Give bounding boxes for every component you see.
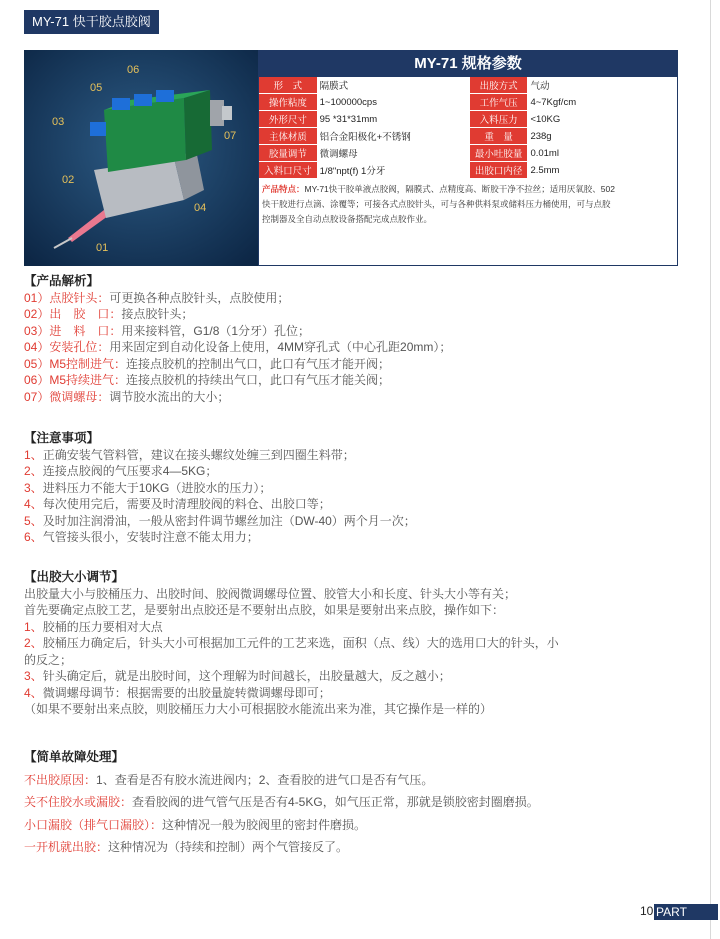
- callout-03: 03: [52, 116, 65, 128]
- spec-value: 1/8"npt(f) 1分牙: [317, 162, 470, 179]
- spec-value: 气动: [527, 77, 677, 94]
- callout-06: 06: [127, 64, 140, 76]
- adjust-section: [24, 569, 694, 718]
- paragraph: 首先要确定点胶工艺，是要射出点胶还是不要射出点胶，如果是要射出来点胶，操作如下：: [24, 603, 505, 617]
- spec-table: [259, 77, 677, 179]
- paragraph: 出胶量大小与胶桶压力、出胶时间、胶阀微调螺母位置、胶管大小和长度、针头大小等有关；: [24, 586, 517, 601]
- page-edge-rule: [710, 0, 711, 939]
- spec-heading: MY-71 规格参数: [259, 51, 677, 77]
- list-item: 4、微调螺母调节：根据需要的出胶量旋转微调螺母即可；: [24, 685, 331, 700]
- list-item: 1、正确安装气管料管，建议在接头螺纹处缠三到四圈生料带；: [24, 447, 355, 462]
- spec-value: 238g: [527, 128, 677, 145]
- list-item: 3、针头确定后，就是出胶时间，这个理解为时间越长，出胶量越大，反之越小；: [24, 669, 451, 683]
- list-item: 3、进料压力不能大于10KG（进胶水的压力）；: [24, 480, 272, 495]
- list-item: 05）M5控制进气：连接点胶机的控制出气口，此口有气压才能开阀；: [24, 356, 391, 371]
- notice-section: [24, 430, 694, 546]
- list-item: 06）M5持续进气：连接点胶机的持续出气口，此口有气压才能关阀；: [24, 373, 391, 387]
- spec-row: [259, 111, 677, 128]
- spec-value: 微调螺母: [317, 145, 470, 162]
- spec-row: [259, 128, 677, 145]
- spec-key: 主体材质: [259, 128, 317, 145]
- spec-value: 1~100000cps: [317, 94, 470, 111]
- list-item: 07）微调螺母：调节胶水流出的大小；: [24, 389, 230, 404]
- page-number: 10: [640, 904, 654, 918]
- list-item: 6、气管接头很小，安装时注意不能太用力；: [24, 530, 259, 544]
- spec-row: [259, 94, 677, 111]
- part-label: PART: [654, 904, 718, 920]
- list-item: 1、胶桶的压力要相对大点: [24, 619, 163, 634]
- features-line: 快干胶进行点滴、涂覆等；可接各式点胶针头，可与各种供料泵或储料压力桶使用，可与点胶: [262, 199, 611, 209]
- list-item: 2、连接点胶阀的气压要求4—5KG；: [24, 464, 218, 478]
- spec-key: 入料口尺寸: [259, 162, 317, 179]
- callout-04: 04: [194, 202, 207, 214]
- spec-key: 操作粘度: [259, 94, 317, 111]
- product-hero: [24, 50, 678, 266]
- callout-07: 07: [224, 130, 237, 142]
- spec-key: 出胶方式: [470, 77, 528, 94]
- spec-key: 工作气压: [470, 94, 528, 111]
- spec-panel: [258, 50, 678, 266]
- list-item: 2、胶桶压力确定后，针头大小可根据加工元件的工艺来选，面积（点、线）大的选用口大的针头，小: [24, 636, 559, 650]
- list-item: 一开机就出胶：这种情况为（持续和控制）两个气管接反了。: [24, 840, 349, 854]
- spec-value: 隔膜式: [317, 77, 470, 94]
- list-item: 关不住胶水或漏胶：查看胶阀的进气管气压是否有4-5KG，如气压正常，那就是锁胶密封圈磨损。: [24, 795, 539, 809]
- list-item: 03）进 料 口：用来接料管，G1/8（1分牙）孔位；: [24, 323, 311, 338]
- list-item: 小口漏胶（排气口漏胶）：这种情况一般为胶阀里的密封件磨损。: [24, 817, 367, 832]
- spec-value: 铝合金阳极化+不锈钢: [317, 128, 470, 145]
- list-item: 不出胶原因：1、查看是否有胶水流进阀内；2、查看胶的进气口是否有气压。: [24, 772, 434, 787]
- spec-value: 4~7Kgf/cm: [527, 94, 677, 111]
- list-item: 5、及时加注润滑油，一般从密封件调节螺丝加注（DW-40）两个月一次；: [24, 513, 416, 528]
- footnote: （如果不要射出来点胶，则胶桶压力大小可根据胶水能流出来为准，其它操作是一样的）: [24, 702, 493, 716]
- spec-key: 重 量: [470, 128, 528, 145]
- list-item: 的反之；: [24, 652, 73, 667]
- section-heading: 【注意事项】: [24, 431, 100, 445]
- list-item: 01）点胶针头：可更换各种点胶针头，点胶使用；: [24, 290, 290, 305]
- section-heading: 【出胶大小调节】: [24, 570, 125, 584]
- valve-illustration: [24, 50, 258, 266]
- spec-key: 胶量调节: [259, 145, 317, 162]
- spec-value: 0.01ml: [527, 145, 677, 162]
- list-item: 4、每次使用完后，需要及时清理胶阀的料仓、出胶口等；: [24, 497, 331, 511]
- spec-row: [259, 77, 677, 94]
- product-analysis-section: [24, 273, 694, 405]
- callout-05: 05: [90, 82, 103, 94]
- spec-key: 最小吐胶量: [470, 145, 528, 162]
- list-item: 02）出 胶 口：接点胶针头；: [24, 307, 194, 321]
- spec-value: <10KG: [527, 111, 677, 128]
- spec-key: 外形尺寸: [259, 111, 317, 128]
- spec-key: 入料压力: [470, 111, 528, 128]
- section-heading: 【简单故障处理】: [24, 750, 125, 764]
- section-heading: 【产品解析】: [24, 274, 100, 288]
- troubleshooting-section: [24, 749, 694, 862]
- product-photo: [24, 50, 258, 266]
- features-line: MY-71快干胶单液点胶阀，隔膜式、点精度高、断胶干净不拉丝；适用厌氧胶、502: [304, 184, 615, 194]
- spec-key: 形 式: [259, 77, 317, 94]
- spec-value: 95 *31*31mm: [317, 111, 470, 128]
- product-features-note: [259, 179, 677, 230]
- spec-row: [259, 145, 677, 162]
- list-item: 04）安装孔位：用来固定到自动化设备上使用，4MM穿孔式（中心孔距20mm）；: [24, 340, 452, 354]
- spec-value: 2.5mm: [527, 162, 677, 179]
- features-lead: 产品特点：: [262, 184, 305, 194]
- callout-02: 02: [62, 174, 75, 186]
- callout-01: 01: [96, 242, 109, 254]
- features-line: 控制器及全自动点胶设备搭配完成点胶作业。: [262, 214, 433, 224]
- spec-key: 出胶口内径: [470, 162, 528, 179]
- page-title: MY-71 快干胶点胶阀: [24, 10, 159, 34]
- spec-row: [259, 162, 677, 179]
